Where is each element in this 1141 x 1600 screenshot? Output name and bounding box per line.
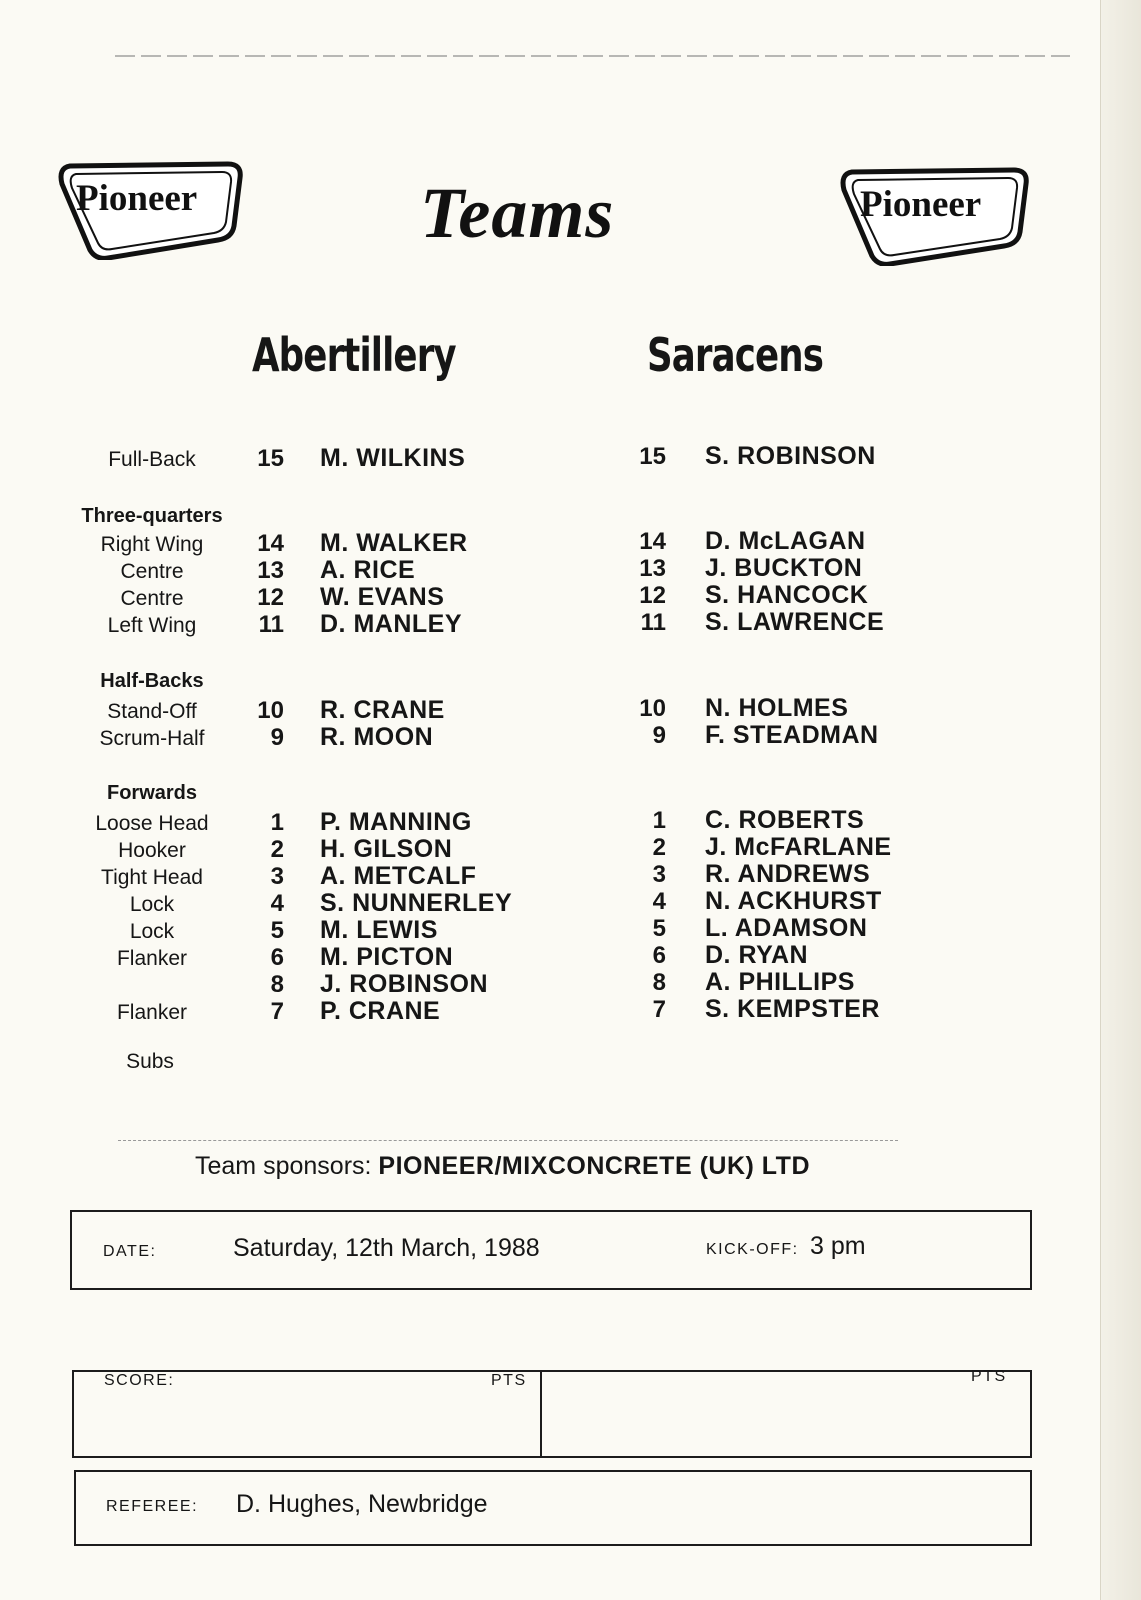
position-label: Centre [120, 560, 184, 583]
away-jersey-number: 5 [652, 915, 666, 942]
away-jersey-number: 1 [652, 807, 666, 834]
home-jersey-number: 14 [257, 530, 284, 557]
home-jersey-number: 10 [257, 697, 284, 724]
away-jersey-number: 3 [652, 861, 666, 888]
away-jersey-number: 9 [652, 722, 666, 749]
home-jersey-number: 5 [270, 917, 284, 944]
score-box [72, 1370, 1032, 1458]
home-player-name: R. MOON [320, 723, 434, 751]
page-title: Teams [420, 173, 615, 253]
away-player-name: L. ADAMSON [705, 914, 868, 942]
away-player-name: N. ACKHURST [705, 887, 882, 915]
pioneer-logo-left [56, 160, 244, 260]
home-jersey-number: 9 [270, 724, 284, 751]
away-jersey-number: 2 [652, 834, 666, 861]
page-edge [1100, 0, 1141, 1600]
away-player-name: D. McLAGAN [705, 527, 866, 555]
position-label: Centre [120, 587, 184, 610]
date-box [70, 1210, 1032, 1290]
home-jersey-number: 6 [270, 944, 284, 971]
home-jersey-number: 13 [257, 557, 284, 584]
referee-name: D. Hughes, Newbridge [236, 1490, 488, 1518]
referee-label: REFEREE: [106, 1498, 199, 1515]
position-label: Hooker [118, 839, 186, 862]
away-player-name: N. HOLMES [705, 694, 849, 722]
home-player-name: R. CRANE [320, 696, 445, 724]
away-player-name: S. ROBINSON [705, 442, 876, 470]
away-jersey-number: 6 [652, 942, 666, 969]
away-jersey-number: 12 [639, 582, 666, 609]
score-label: SCORE: [104, 1372, 175, 1389]
away-player-name: S. LAWRENCE [705, 608, 885, 636]
home-jersey-number: 11 [258, 611, 284, 638]
home-player-name: M. WALKER [320, 529, 468, 557]
away-pts-label: PTS [971, 1368, 1007, 1385]
pioneer-logo-shape [838, 166, 1030, 266]
team-sponsors [195, 1152, 810, 1181]
away-jersey-number: 4 [652, 888, 666, 915]
referee-box [74, 1470, 1032, 1546]
away-player-name: S. HANCOCK [705, 581, 869, 609]
position-label: Lock [129, 920, 175, 943]
home-player-name: M. PICTON [320, 943, 454, 971]
home-jersey-number: 2 [270, 836, 284, 863]
home-jersey-number: 12 [257, 584, 284, 611]
home-jersey-number: 4 [270, 890, 284, 917]
score-divider [540, 1370, 542, 1458]
home-player-name: P. MANNING [320, 808, 472, 836]
sponsor-name: PIONEER/MIXCONCRETE (UK) LTD [378, 1152, 811, 1180]
position-label: Flanker [116, 947, 188, 970]
away-jersey-number: 15 [639, 443, 666, 470]
section-heading: Forwards [106, 782, 198, 804]
position-label: Scrum-Half [99, 727, 205, 750]
away-player-name: S. KEMPSTER [705, 995, 880, 1023]
away-team-name: Saracens [647, 328, 824, 382]
pioneer-logo-shape [56, 160, 244, 260]
home-jersey-number: 1 [270, 809, 284, 836]
sponsor-divider [118, 1140, 898, 1141]
away-jersey-number: 11 [640, 609, 666, 636]
away-player-name: A. PHILLIPS [705, 968, 855, 996]
position-label: Stand-Off [107, 700, 197, 723]
top-rule [115, 55, 1070, 57]
position-label: Tight Head [101, 866, 203, 889]
home-pts-label: PTS [491, 1372, 527, 1389]
home-player-name: H. GILSON [320, 835, 453, 863]
home-team-name: Abertillery [252, 328, 456, 382]
home-jersey-number: 15 [257, 445, 284, 472]
away-jersey-number: 10 [639, 695, 666, 722]
home-player-name: J. ROBINSON [320, 970, 489, 998]
home-player-name: S. NUNNERLEY [320, 889, 513, 917]
position-label: Flanker [116, 1001, 188, 1024]
away-player-name: J. McFARLANE [705, 833, 892, 861]
home-player-name: A. METCALF [320, 862, 477, 890]
home-jersey-number: 7 [270, 998, 284, 1025]
away-jersey-number: 7 [652, 996, 666, 1023]
kickoff-label: KICK-OFF: [706, 1241, 799, 1258]
home-player-name: P. CRANE [320, 997, 441, 1025]
home-jersey-number: 8 [270, 971, 284, 998]
home-player-name: M. LEWIS [320, 916, 438, 944]
home-jersey-number: 3 [270, 863, 284, 890]
kickoff-time: 3 pm [810, 1232, 866, 1260]
away-player-name: F. STEADMAN [705, 721, 879, 749]
position-label: Lock [129, 893, 175, 916]
position-label: Left Wing [107, 614, 197, 637]
home-player-name: W. EVANS [320, 583, 445, 611]
home-player-name: D. MANLEY [320, 610, 462, 638]
away-jersey-number: 14 [639, 528, 666, 555]
away-player-name: R. ANDREWS [705, 860, 871, 888]
section-heading: Half-Backs [100, 670, 204, 692]
subs-label: Subs [126, 1050, 174, 1073]
pioneer-logo-right [838, 166, 1030, 266]
away-player-name: D. RYAN [705, 941, 809, 969]
away-jersey-number: 8 [652, 969, 666, 996]
home-player-name: M. WILKINS [320, 444, 466, 472]
position-label: Loose Head [95, 812, 209, 835]
home-player-name: A. RICE [320, 556, 416, 584]
away-player-name: C. ROBERTS [705, 806, 865, 834]
away-player-name: J. BUCKTON [705, 554, 863, 582]
position-label: Right Wing [100, 533, 204, 556]
date-label: DATE: [103, 1243, 157, 1260]
section-heading: Three-quarters [81, 505, 223, 527]
away-jersey-number: 13 [639, 555, 666, 582]
position-label: Full-Back [108, 448, 196, 471]
logo-text: Pioneer [860, 184, 982, 225]
sponsor-label: Team sponsors: [195, 1152, 372, 1180]
match-date: Saturday, 12th March, 1988 [233, 1234, 540, 1262]
logo-text: Pioneer [76, 178, 198, 219]
